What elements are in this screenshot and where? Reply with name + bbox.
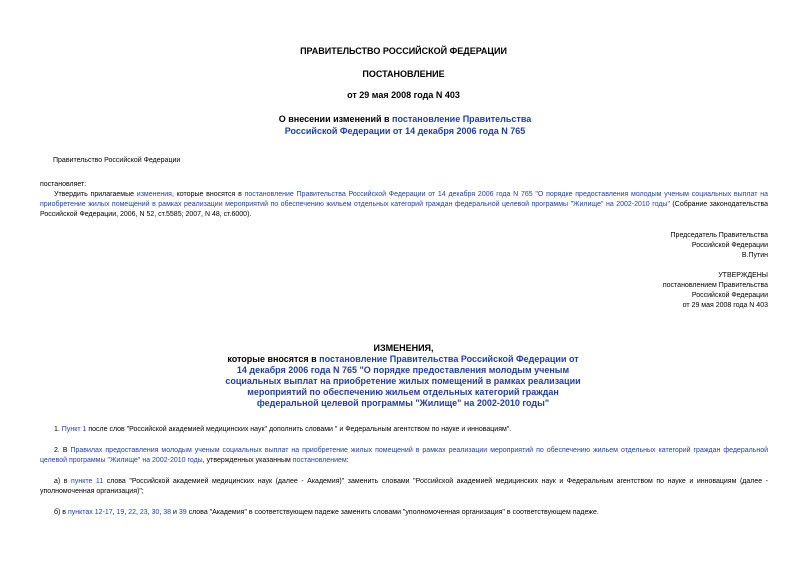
p1-text-b: , которые вносятся в xyxy=(171,191,245,198)
document-type: ПОСТАНОВЛЕНИЕ xyxy=(362,69,445,79)
changes-subtitle-link[interactable]: постановление Правительства Российской Федерации от 14 декабря 2006 года N 765 "О порядке предоставления молодым ученым социальных выплат на приобретение жилых помещений в рамках реализации мероприятий по обеспечению жильем отдельных категорий граждан федеральной целевой программы "Жилище" на 2002-2010 годы" xyxy=(225,354,581,408)
item-2b-link-6[interactable]: 38 xyxy=(163,509,172,516)
item-2-link-resolution[interactable]: постановлением xyxy=(292,457,347,464)
intro-text: Правительство Российской Федерации xyxy=(53,157,181,164)
government-heading: ПРАВИТЕЛЬСТВО РОССИЙСКОЙ ФЕДЕРАЦИИ xyxy=(300,46,507,56)
signature-block xyxy=(560,231,768,261)
item-2a xyxy=(40,477,768,497)
item-2b-link-5[interactable]: 30 xyxy=(151,509,160,516)
item-2b-link-3[interactable]: 22 xyxy=(128,509,136,516)
changes-title: ИЗМЕНЕНИЯ, xyxy=(373,343,434,353)
item-2b-text: слова "Академия" в соответствующем падеже заменить словами "уполномоченная организация" в соответствующем падеже. xyxy=(186,509,599,516)
signature-line-1: Председатель Правительства xyxy=(670,232,768,239)
item-1-number: 1. xyxy=(54,426,62,433)
item-2-end: : xyxy=(346,457,349,464)
signature-line-2: Российской Федерации xyxy=(691,242,768,249)
p1-link-changes[interactable]: изменения xyxy=(136,191,172,198)
changes-subtitle-prefix: которые вносятся в xyxy=(227,354,320,364)
item-2-number: 2. В xyxy=(54,447,71,454)
item-2a-prefix: а) в xyxy=(54,478,72,485)
document-title xyxy=(260,113,550,137)
item-2b: б) в пунктах 12-17, 19, 22, 23, 30, 38 и 39 слова "Академия" в соответствующем падеже заменить словами "уполномоченная организация" в соответствующем падеже. xyxy=(54,509,599,516)
paragraph-1 xyxy=(40,190,768,220)
item-2a-link[interactable]: пункте 11 xyxy=(71,478,104,485)
item-2 xyxy=(40,446,768,466)
item-2b-link-2[interactable]: 19 xyxy=(116,509,125,516)
approved-line-4: от 29 мая 2008 года N 403 xyxy=(682,302,768,309)
item-2-link-rules[interactable]: Правилах предоставления молодым ученым социальных выплат на приобретение жилых помещений в рамках реализации мероприятий по обеспечению жильем отдельных категорий граждан федеральной целевой программы "Жилище" на 2002-2010 годы xyxy=(40,447,769,464)
p1-text-a: Утвердить прилагаемые xyxy=(54,191,137,198)
signature-line-3: В.Путин xyxy=(741,252,768,259)
item-1-link[interactable]: Пункт 1 xyxy=(61,426,87,433)
approved-line-2: постановлением Правительства xyxy=(662,282,768,289)
item-2b-prefix: б) в xyxy=(54,509,68,516)
title-link[interactable]: постановление Правительства Российской Федерации от 14 декабря 2006 года N 765 xyxy=(284,114,532,136)
approved-line-3: Российской Федерации xyxy=(691,292,768,299)
approved-block xyxy=(560,271,768,311)
title-prefix: О внесении изменений в xyxy=(278,114,393,124)
document-date-number: от 29 мая 2008 года N 403 xyxy=(347,90,460,100)
item-2b-link-7[interactable]: 39 xyxy=(178,509,187,516)
item-2a-text: слова "Российской академией медицинских наук (далее - Академия)" заменить словами "Российской академией медицинских наук и Федеральным агентством по науке и инновациям (далее - уполномоченная организация)"; xyxy=(40,478,769,495)
item-2b-link-4[interactable]: 23 xyxy=(139,509,148,516)
item-1 xyxy=(40,425,768,435)
item-2b-link-1[interactable]: пунктах 12-17 xyxy=(67,509,113,516)
item-1-text: после слов "Российской академией медицинских наук" дополнить словами " и Федеральным агентством по науке и инновациям". xyxy=(86,426,512,433)
changes-subtitle xyxy=(222,354,584,409)
p1-link-resolution[interactable]: постановление Правительства Российской Федерации от 14 декабря 2006 года N 765 "О порядке предоставления молодым ученым социальных выплат на приобретение жилых помещений в рамках реализации мероприятий по обеспечению жильем отдельных категорий граждан федеральной целевой программы "Жилище" на 2002-2010 годы" xyxy=(40,191,768,208)
p1-text-c: (Собрание законодательства Российской Федерации, 2006, N 52, ст.5585; 2007, N 48, ст.6000). xyxy=(40,201,768,218)
item-2-text: , утвержденных указанным xyxy=(202,457,293,464)
decides-text: постановляет: xyxy=(40,181,87,188)
approved-line-1: УТВЕРЖДЕНЫ xyxy=(718,272,768,279)
